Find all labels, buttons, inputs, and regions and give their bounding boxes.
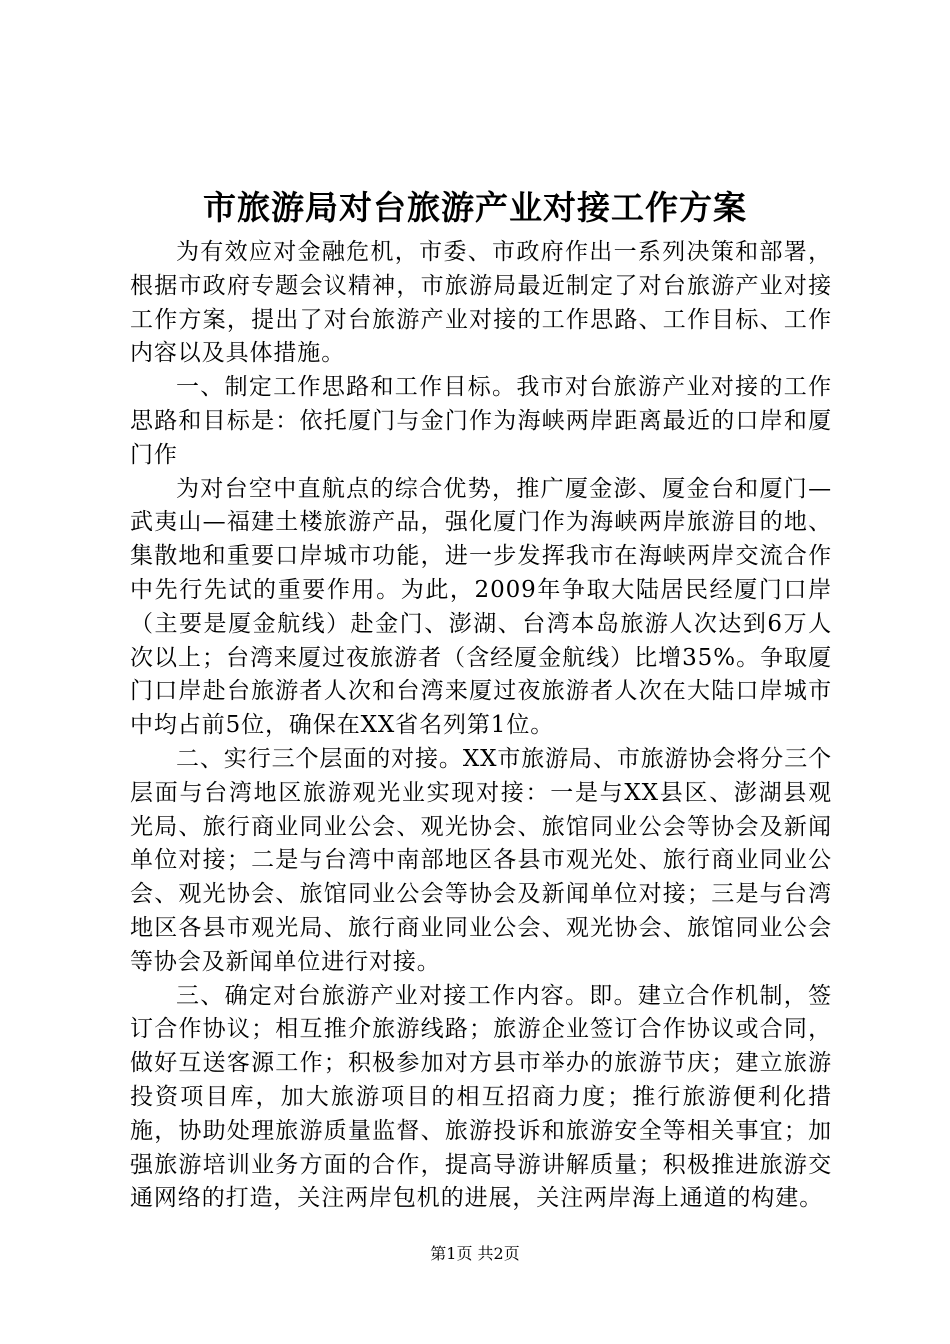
document-title: 市旅游局对台旅游产业对接工作方案: [203, 188, 747, 227]
paragraph-section-1-continued: 为对台空中直航点的综合优势，推广厦金澎、厦金台和厦门—武夷山—福建土楼旅游产品，强化厦门作为海峡两岸旅游目的地、集散地和重要口岸城市功能，进一步发挥我市在海峡两岸交流合作中先行先试的重要作用。为此，2009年争取大陆居民经厦门口岸（主要是厦金航线）赴金门、澎湖、台湾本岛旅游人次达到6万人次以上；台湾来厦过夜旅游者（含经厦金航线）比增35%。争取厦门口岸赴台旅游者人次和台湾来厦过夜旅游者人次在大陆口岸城市中均占前5位，确保在XX省名列第1位。: [130, 475, 832, 739]
paragraph-section-1: 一、制定工作思路和工作目标。我市对台旅游产业对接的工作思路和目标是：依托厦门与金门作为海峡两岸距离最近的口岸和厦门作: [130, 374, 832, 468]
paragraph-section-2: 二、实行三个层面的对接。XX市旅游局、市旅游协会将分三个层面与台湾地区旅游观光业实现对接：一是与XX县区、澎湖县观光局、旅行商业同业公会、观光协会、旅馆同业公会等协会及新闻单位对接；二是与台湾中南部地区各县市观光处、旅行商业同业公会、观光协会、旅馆同业公会等协会及新闻单位对接；三是与台湾地区各县市观光局、旅行商业同业公会、观光协会、旅馆同业公会等协会及新闻单位进行对接。: [130, 745, 832, 975]
page-number-footer: 第1页 共2页: [430, 1244, 520, 1263]
paragraph-intro: 为有效应对金融危机，市委、市政府作出一系列决策和部署，根据市政府专题会议精神，市旅游局最近制定了对台旅游产业对接工作方案，提出了对台旅游产业对接的工作思路、工作目标、工作内容以及具体措施。: [130, 239, 832, 367]
paragraph-section-3: 三、确定对台旅游产业对接工作内容。即。建立合作机制，签订合作协议；相互推介旅游线路；旅游企业签订合作协议或合同，做好互送客源工作；积极参加对方县市举办的旅游节庆；建立旅游投资项目库，加大旅游项目的相互招商力度；推行旅游便利化措施，协助处理旅游质量监督、旅游投诉和旅游安全等相关事宜；加强旅游培训业务方面的合作，提高导游讲解质量；积极推进旅游交通网络的打造，关注两岸包机的进展，关注两岸海上通道的构建。: [130, 982, 832, 1212]
document-body: [130, 236, 832, 1216]
